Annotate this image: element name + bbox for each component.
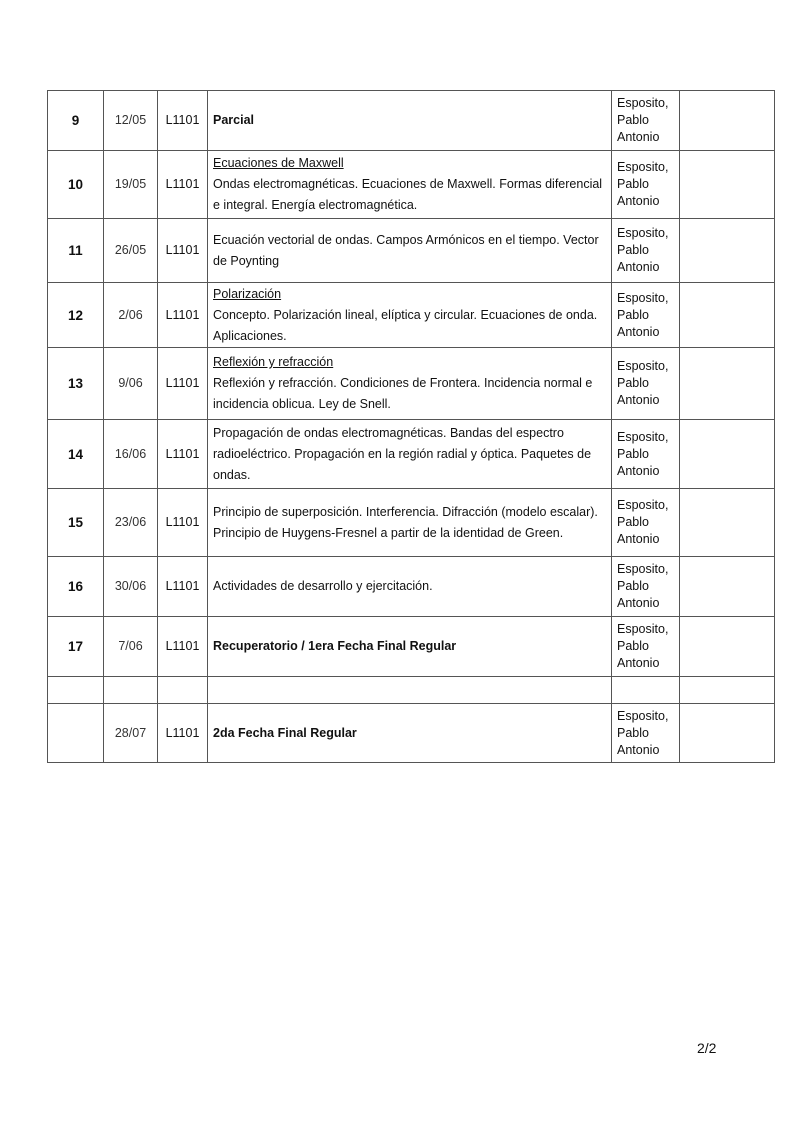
class-content [208, 151, 612, 219]
class-number [48, 704, 104, 763]
class-date: 28/07 [104, 704, 158, 763]
classroom [158, 677, 208, 704]
class-content [208, 677, 612, 704]
topic-text: Actividades de desarrollo y ejercitación. [213, 579, 433, 593]
empty-cell [680, 348, 775, 420]
class-date: 7/06 [104, 617, 158, 677]
topic-title: Ecuaciones de Maxwell [213, 156, 344, 170]
class-date: 23/06 [104, 489, 158, 557]
classroom: L1101 [158, 557, 208, 617]
class-number: 9 [48, 91, 104, 151]
empty-cell [680, 704, 775, 763]
class-date: 19/05 [104, 151, 158, 219]
empty-cell [680, 617, 775, 677]
schedule-table [47, 90, 775, 763]
class-number: 17 [48, 617, 104, 677]
empty-cell [680, 677, 775, 704]
topic-text: Principio de superposición. Interferencia. Difracción (modelo escalar). Principio de Huygens-Fresnel a partir de la identidad de Green. [213, 504, 598, 540]
class-content [208, 704, 612, 763]
class-date: 30/06 [104, 557, 158, 617]
classroom: L1101 [158, 283, 208, 348]
class-number: 14 [48, 420, 104, 489]
empty-cell [680, 151, 775, 219]
professor: Esposito, Pablo Antonio [612, 704, 680, 763]
class-number: 16 [48, 557, 104, 617]
empty-cell [680, 420, 775, 489]
professor: Esposito, Pablo Antonio [612, 489, 680, 557]
professor: Esposito, Pablo Antonio [612, 91, 680, 151]
topic-text: Recuperatorio / 1era Fecha Final Regular [213, 639, 457, 653]
professor: Esposito, Pablo Antonio [612, 151, 680, 219]
professor: Esposito, Pablo Antonio [612, 557, 680, 617]
professor: Esposito, Pablo Antonio [612, 283, 680, 348]
table-row [48, 91, 775, 151]
table-row [48, 617, 775, 677]
table-row [48, 704, 775, 763]
empty-cell [680, 283, 775, 348]
class-content [208, 489, 612, 557]
class-date: 26/05 [104, 219, 158, 283]
classroom: L1101 [158, 489, 208, 557]
class-date [104, 677, 158, 704]
page-number: 2/2 [697, 1040, 717, 1056]
professor: Esposito, Pablo Antonio [612, 219, 680, 283]
professor: Esposito, Pablo Antonio [612, 420, 680, 489]
class-content [208, 617, 612, 677]
class-number: 13 [48, 348, 104, 420]
topic-text: Parcial [213, 113, 255, 127]
empty-cell [680, 219, 775, 283]
class-date: 2/06 [104, 283, 158, 348]
topic-text: Ondas electromagnéticas. Ecuaciones de Maxwell. Formas diferencial e integral. Energía electromagnética. [213, 177, 603, 212]
empty-cell [680, 91, 775, 151]
class-date: 9/06 [104, 348, 158, 420]
classroom: L1101 [158, 219, 208, 283]
topic-title: Polarización [213, 286, 282, 301]
empty-cell [680, 489, 775, 557]
class-date: 16/06 [104, 420, 158, 489]
classroom: L1101 [158, 91, 208, 151]
table-row [48, 489, 775, 557]
table-row [48, 677, 775, 704]
topic-title: Reflexión y refracción [213, 355, 334, 369]
topic-text: Propagación de ondas electromagnéticas. Bandas del espectro radioeléctrico. Propagación en la región radial y óptica. Paquetes de ondas. [213, 425, 592, 482]
table-row [48, 348, 775, 420]
class-content [208, 420, 612, 489]
class-content [208, 557, 612, 617]
class-content [208, 348, 612, 420]
empty-cell [680, 557, 775, 617]
class-content [208, 91, 612, 151]
table-row [48, 151, 775, 219]
professor [612, 677, 680, 704]
professor: Esposito, Pablo Antonio [612, 617, 680, 677]
class-number [48, 677, 104, 704]
class-content [208, 219, 612, 283]
class-number: 12 [48, 283, 104, 348]
class-number: 11 [48, 219, 104, 283]
class-date: 12/05 [104, 91, 158, 151]
topic-text: Reflexión y refracción. Condiciones de Frontera. Incidencia normal e incidencia oblicua. Ley de Snell. [213, 376, 593, 411]
topic-text: Ecuación vectorial de ondas. Campos Armónicos en el tiempo. Vector de Poynting [213, 232, 599, 268]
table-row [48, 420, 775, 489]
classroom: L1101 [158, 420, 208, 489]
classroom: L1101 [158, 348, 208, 420]
classroom: L1101 [158, 617, 208, 677]
table-row [48, 219, 775, 283]
classroom: L1101 [158, 704, 208, 763]
table-row [48, 283, 775, 348]
classroom: L1101 [158, 151, 208, 219]
professor: Esposito, Pablo Antonio [612, 348, 680, 420]
class-content [208, 283, 612, 348]
class-number: 15 [48, 489, 104, 557]
topic-text: Concepto. Polarización lineal, elíptica y circular. Ecuaciones de onda. Aplicaciones. [213, 307, 598, 343]
class-number: 10 [48, 151, 104, 219]
table-row [48, 557, 775, 617]
topic-text: 2da Fecha Final Regular [213, 725, 357, 740]
